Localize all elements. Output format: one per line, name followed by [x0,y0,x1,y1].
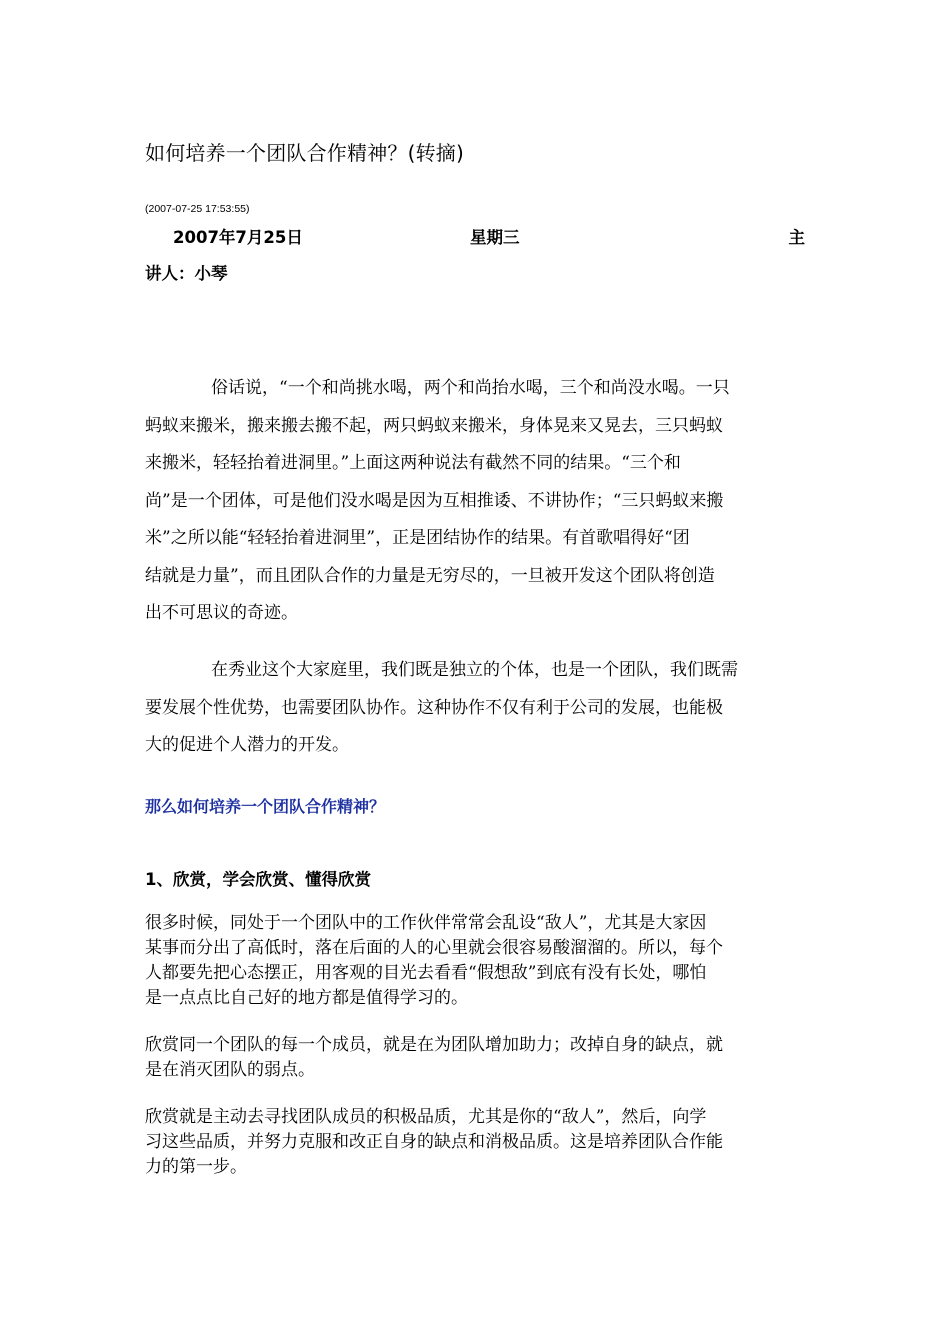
text-line: 要发展个性优势，也需要团队协作。这种协作不仅有利于公司的发展，也能极 [145,697,723,718]
meeting-date: 2007年7月25日 [173,228,303,247]
text-line: 在秀业这个大家庭里，我们既是独立的个体，也是一个团队，我们既需 [211,660,738,680]
intro-paragraph-1 [145,370,805,633]
text-line: 欣赏就是主动去寻找团队成员的积极品质，尤其是你的“敌人”，然后，向学 [145,1107,707,1127]
point-1-title: 1、欣赏，学会欣赏、懂得欣赏 [145,870,371,889]
text-line: 米”之所以能“轻轻抬着进洞里”，正是团结协作的结果。有首歌唱得好“团 [145,528,690,548]
text-line: 很多时候，同处于一个团队中的工作伙伴常常会乱设“敌人”，尤其是大家因 [145,913,707,933]
point-1-paragraph-3 [145,1105,805,1180]
post-timestamp: (2007-07-25 17:53:55) [145,203,250,215]
section-heading: 那么如何培养一个团队合作精神？ [145,797,386,816]
text-line: 欣赏同一个团队的每一个成员，就是在为团队增加助力；改掉自身的缺点，就 [145,1035,723,1055]
text-line: 出不可思议的奇迹。 [145,603,298,623]
text-line: 俗话说，“一个和尚挑水喝，两个和尚抬水喝，三个和尚没水喝。一只 [211,378,730,398]
text-line: 是在消灭团队的弱点。 [145,1060,315,1080]
text-line: 人都要先把心态摆正，用客观的目光去看看“假想敌”到底有没有长处，哪怕 [145,963,707,983]
intro-paragraph-2 [145,652,805,765]
text-line: 力的第一步。 [145,1157,247,1177]
point-1-paragraph-2 [145,1033,805,1083]
text-line: 某事而分出了高低时，落在后面的人的心里就会很容易酸溜溜的。所以，每个 [145,938,723,958]
text-line: 来搬米，轻轻抬着进洞里。”上面这两种说法有截然不同的结果。“三个和 [145,453,681,473]
text-line: 结就是力量”，而且团队合作的力量是无穷尽的，一旦被开发这个团队将创造 [145,565,715,586]
text-line: 蚂蚁来搬米，搬来搬去搬不起，两只蚂蚁来搬米，身体晃来又晃去，三只蚂蚁 [145,415,723,436]
speaker-label-start: 主 [788,228,805,247]
meeting-info-row [145,224,805,248]
meeting-weekday: 星期三 [470,228,520,247]
text-line: 尚”是一个团体，可是他们没水喝是因为互相推诿、不讲协作；“三只蚂蚁来搬 [145,490,724,511]
article-title: 如何培养一个团队合作精神？(转摘) [145,141,465,165]
text-line: 是一点点比自己好的地方都是值得学习的。 [145,988,468,1008]
text-line: 大的促进个人潜力的开发。 [145,735,349,755]
speaker-line: 讲人：小琴 [145,264,228,283]
point-1-paragraph-1 [145,911,805,1011]
text-line: 习这些品质，并努力克服和改正自身的缺点和消极品质。这是培养团队合作能 [145,1132,723,1152]
